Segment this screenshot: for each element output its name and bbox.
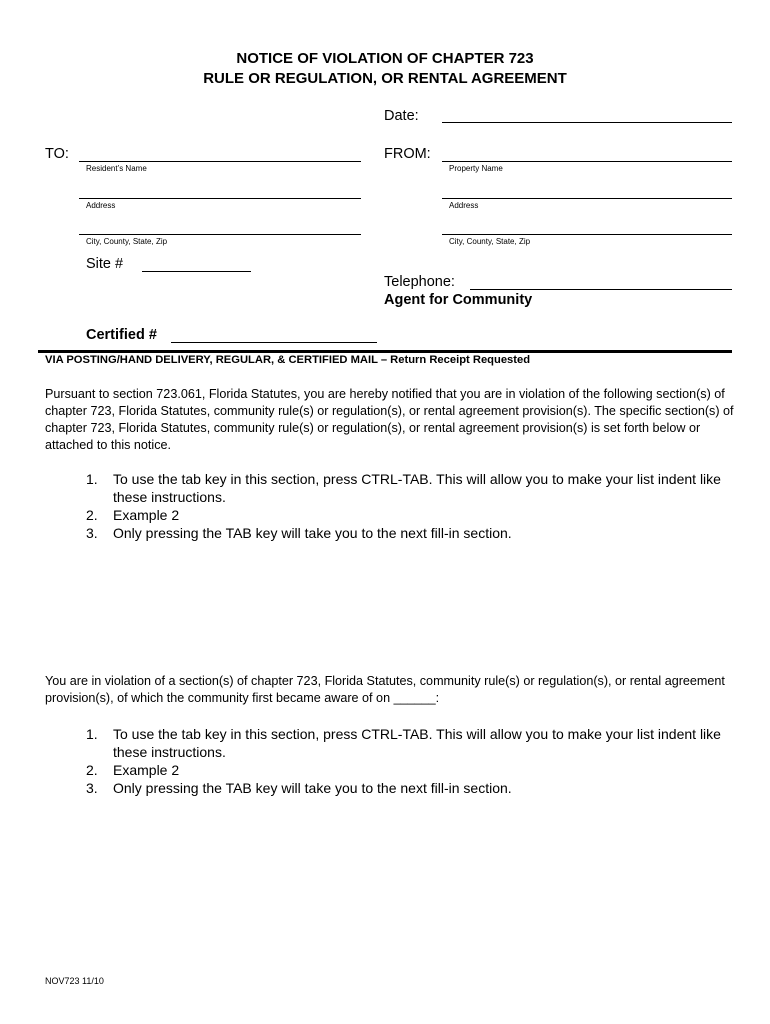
resident-address-field[interactable] xyxy=(79,198,361,199)
property-address-caption: Address xyxy=(449,201,479,210)
date-label: Date: xyxy=(384,108,419,124)
section1-paragraph: Pursuant to section 723.061, Florida Statutes, you are hereby notified that you are in violation of the following section(s) of chapter 723, Florida Statutes, community rule(s) or regulation(s), or rental agreement provision(s). The specific section(s) of chapter 723, Florida Statutes, community rule(s) or regulation(s), or rental agreement provision(s) is set forth below or attached to this notice. xyxy=(45,387,734,452)
list-item: 3. Only pressing the TAB key will take you to the next fill-in section. xyxy=(86,525,512,541)
certified-number-field[interactable] xyxy=(171,342,377,343)
property-name-field[interactable] xyxy=(442,161,732,162)
list-item: 2. Example 2 xyxy=(86,507,180,523)
list-item: 2. Example 2 xyxy=(86,762,180,778)
aware-date-blank[interactable]: ______ xyxy=(393,691,436,705)
property-city-caption: City, County, State, Zip xyxy=(449,237,531,246)
section2-list xyxy=(86,725,726,797)
divider-rule xyxy=(38,350,732,353)
resident-city-field[interactable] xyxy=(79,234,361,235)
from-label: FROM: xyxy=(384,146,431,162)
residents-name-caption: Resident’s Name xyxy=(86,164,147,173)
certified-label: Certified # xyxy=(86,327,157,343)
property-address-field[interactable] xyxy=(442,198,732,199)
delivery-banner: VIA POSTING/HAND DELIVERY, REGULAR, & CERTIFIED MAIL – Return Receipt Requested xyxy=(45,354,531,366)
agent-for-community-label: Agent for Community xyxy=(384,292,533,308)
list-item: 3. Only pressing the TAB key will take you to the next fill-in section. xyxy=(86,780,512,796)
list-item: 1. To use the tab key in this section, press CTRL-TAB. This will allow you to make your list indent like these instructions. xyxy=(86,471,721,505)
telephone-field[interactable] xyxy=(470,289,732,290)
title-line-2: RULE OR REGULATION, OR RENTAL AGREEMENT xyxy=(203,70,567,87)
section1-list xyxy=(86,470,726,542)
site-label: Site # xyxy=(86,256,124,272)
section2-paragraph: You are in violation of a section(s) of chapter 723, Florida Statutes, community rule(s) or regulation(s), or rental agreement provision(s), of which the community first became aware of on ______: xyxy=(45,674,725,705)
form-code: NOV723 11/10 xyxy=(45,976,104,986)
resident-city-caption: City, County, State, Zip xyxy=(86,237,168,246)
to-label: TO: xyxy=(45,146,69,162)
property-city-field[interactable] xyxy=(442,234,732,235)
date-field[interactable] xyxy=(442,122,732,123)
telephone-label: Telephone: xyxy=(384,274,455,290)
property-name-caption: Property Name xyxy=(449,164,503,173)
residents-name-field[interactable] xyxy=(79,161,361,162)
resident-address-caption: Address xyxy=(86,201,116,210)
title-line-1: NOTICE OF VIOLATION OF CHAPTER 723 xyxy=(236,50,534,67)
site-field[interactable] xyxy=(142,271,251,272)
list-item: 1. To use the tab key in this section, press CTRL-TAB. This will allow you to make your list indent like these instructions. xyxy=(86,726,721,760)
